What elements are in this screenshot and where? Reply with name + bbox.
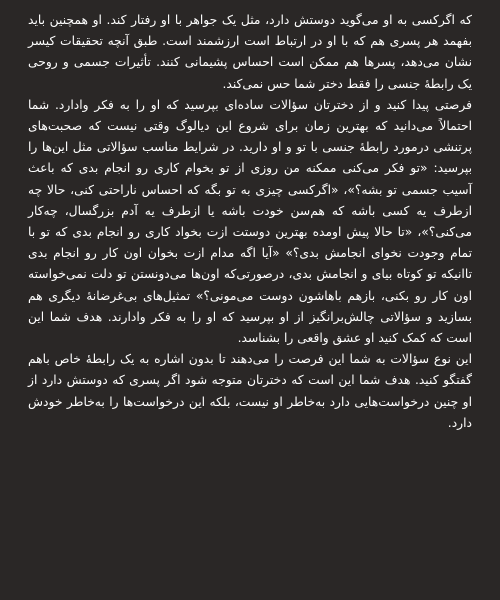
paragraph-1: که اگرکسی به او می‌گوید دوستش دارد، مثل یک جواهر با او رفتار کند. او همچنین باید بفهمد هر پسری هم که با او در ارتباط است ارزشمند است. طبق آنچه تحقیقات کیسر نشان می‌دهد، پسرها هم ممکن است احساس پشیمانی کنند. تأثیرات جسمی و روحی یک رابطهٔ جنسی را فقط دختر شما حس نمی‌کند. xyxy=(28,13,472,91)
paragraph-3: این نوع سؤالات به شما این فرصت را می‌دهند تا بدون اشاره به یک رابطهٔ خاص باهم گفتگو کنید. هدف شما این است که دخترتان متوجه شود اگر پسری که دوستش دارد از او چنین درخواست‌هایی دارد به‌خاطر او نیست، بلکه این درخواست‌ها را به‌خاطر خودش دارد. xyxy=(28,352,472,430)
paragraph-2: فرصتی پیدا کنید و از دخترتان سؤالات ساده‌ای بپرسید که او را به فکر وادارد. شما احتمالاً می‌دانید که بهترین زمان برای شروع این دیالوگ وقتی نیست که صحبت‌های پرتنشی درمورد رابطهٔ جنسی با تو و او دارید. در شرایط مناسب سؤالاتی مثل این‌ها را بپرسید: «تو فکر می‌کنی ممکنه من روزی از تو بخوام کاری رو انجام بدی که باعث آسیب جسمی تو بشه؟»، «اگرکسی چیزی به تو بگه که احساس ناراحتی کنی، حالا چه ازطرف یه کسی باشه که هم‌سن خودت باشه یا ازطرف یه آدم بزرگسال، چه‌کار می‌کنی؟»، «تا حالا پیش اومده بهترین دوستت ازت بخواد کاری رو انجام بدی که تو با تمام وجودت نخوای انجامش بدی؟» «آیا اگه مدام ازت بخوان اون کار رو انجام بدی تاانیکه تو کوتاه بیای و انجامش بدی، درصورتی‌که اون‌ها می‌دونستن تو دلت نمی‌خواسته اون کار رو بکنی، بازهم باهاشون دوست می‌مونی؟» تمثیل‌های بی‌غرضانهٔ دیگری هم بسازید و سؤالاتی چالش‌برانگیز از او بپرسید که او را به فکر وادارند. هدف شما این است که کمک کنید او عشق واقعی را بشناسد. xyxy=(28,97,472,346)
